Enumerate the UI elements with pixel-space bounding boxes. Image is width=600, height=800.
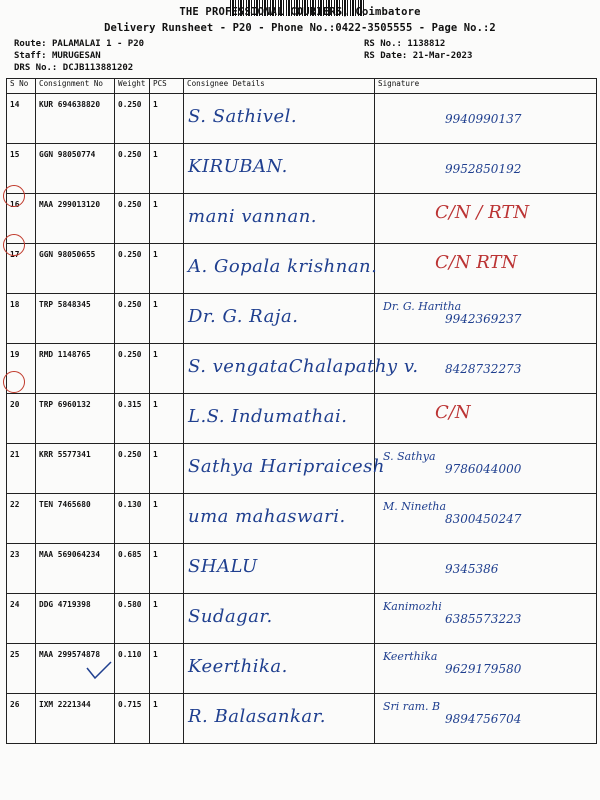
serial-number: 19	[7, 344, 36, 394]
consignment-number: DDG 4719398	[36, 594, 115, 644]
serial-number: 16	[7, 194, 36, 244]
pieces: 1	[150, 694, 184, 744]
serial-number: 20	[7, 394, 36, 444]
table-row	[7, 344, 597, 394]
runsheet-table	[6, 78, 597, 744]
pieces: 1	[150, 594, 184, 644]
consignee-details	[184, 544, 375, 594]
pieces: 1	[150, 444, 184, 494]
signature-cell	[375, 594, 597, 644]
consignment-number: MAA 299574878	[36, 644, 115, 694]
circle-mark-16	[3, 185, 25, 207]
weight: 0.130	[115, 494, 150, 544]
consignee-name: A. Gopala krishnan.	[188, 256, 378, 277]
delivery-status: C/N / RTN	[435, 202, 530, 223]
receiver-phone: 9894756704	[445, 712, 522, 726]
signature-cell	[375, 294, 597, 344]
weight: 0.250	[115, 344, 150, 394]
serial-number: 21	[7, 444, 36, 494]
consignee-name: Dr. G. Raja.	[188, 306, 299, 327]
col-sno: S No	[7, 79, 36, 94]
signature-cell	[375, 244, 597, 294]
consignment-number: MAA 299013120	[36, 194, 115, 244]
receiver-phone: 9952850192	[445, 162, 522, 176]
consignment-number: GGN 98050774	[36, 144, 115, 194]
consignment-number: KRR 5577341	[36, 444, 115, 494]
col-signature: Signature	[375, 79, 597, 94]
pieces: 1	[150, 294, 184, 344]
sheet-subtitle: Delivery Runsheet - P20 - Phone No.:0422-3505555 - Page No.:2	[104, 22, 496, 34]
signature-cell	[375, 544, 597, 594]
serial-number: 25	[7, 644, 36, 694]
consignee-details	[184, 194, 375, 244]
drs-label: DRS No.:	[14, 63, 58, 73]
receiver-phone: 6385573223	[445, 612, 522, 626]
rs-date-value: 21-Mar-2023	[412, 51, 473, 61]
serial-number: 22	[7, 494, 36, 544]
serial-number: 15	[7, 144, 36, 194]
serial-number: 26	[7, 694, 36, 744]
signature-cell	[375, 194, 597, 244]
consignee-name: S. vengataChalapathy v.	[188, 356, 419, 377]
pieces: 1	[150, 494, 184, 544]
consignee-details	[184, 294, 375, 344]
weight: 0.250	[115, 144, 150, 194]
consignee-details	[184, 694, 375, 744]
consignee-details	[184, 594, 375, 644]
signature-cell	[375, 494, 597, 544]
staff-label: Staff:	[14, 51, 47, 61]
consignment-number: MAA 569064234	[36, 544, 115, 594]
consignee-details	[184, 144, 375, 194]
pieces: 1	[150, 94, 184, 144]
receiver-phone: 9345386	[445, 562, 499, 576]
weight: 0.715	[115, 694, 150, 744]
pieces: 1	[150, 344, 184, 394]
consignee-name: S. Sathivel.	[188, 106, 298, 127]
table-row	[7, 294, 597, 344]
receiver-name: Keerthika	[383, 650, 438, 663]
receiver-name: Sri ram. B	[383, 700, 441, 713]
weight: 0.250	[115, 244, 150, 294]
consignee-name: R. Balasankar.	[188, 706, 326, 727]
rs-no-value: 1138812	[407, 39, 446, 49]
signature-cell	[375, 94, 597, 144]
consignment-number: TRP 5848345	[36, 294, 115, 344]
delivery-status: C/N RTN	[435, 252, 518, 273]
consignee-details	[184, 94, 375, 144]
meta-left	[14, 38, 144, 74]
consignment-number: IXM 2221344	[36, 694, 115, 744]
receiver-phone: 9942369237	[445, 312, 522, 326]
consignee-name: Keerthika.	[188, 656, 288, 677]
col-weight: Weight	[115, 79, 150, 94]
col-consignee: Consignee Details	[184, 79, 375, 94]
weight: 0.580	[115, 594, 150, 644]
circle-mark-20	[3, 371, 25, 393]
weight: 0.315	[115, 394, 150, 444]
weight: 0.685	[115, 544, 150, 594]
consignment-number: GGN 98050655	[36, 244, 115, 294]
signature-cell	[375, 394, 597, 444]
consignee-name: uma mahaswari.	[188, 506, 346, 527]
signature-cell	[375, 144, 597, 194]
table-row	[7, 444, 597, 494]
consignee-name: Sathya Haripraicesh	[188, 456, 385, 477]
pieces: 1	[150, 144, 184, 194]
route-label: Route:	[14, 39, 47, 49]
pieces: 1	[150, 244, 184, 294]
col-pcs: PCS	[150, 79, 184, 94]
signature-cell	[375, 644, 597, 694]
consignee-name: Sudagar.	[188, 606, 273, 627]
signature-cell	[375, 694, 597, 744]
circle-mark-17	[3, 234, 25, 256]
rs-no-label: RS No.:	[364, 39, 402, 49]
serial-number: 17	[7, 244, 36, 294]
meta-right	[364, 38, 472, 62]
consignment-number: TRP 6960132	[36, 394, 115, 444]
pieces: 1	[150, 544, 184, 594]
consignment-number: KUR 694638820	[36, 94, 115, 144]
receiver-phone: 8428732273	[445, 362, 522, 376]
staff-value: MURUGESAN	[51, 51, 101, 61]
drs-value: DCJB113881202	[62, 63, 134, 73]
table-row	[7, 594, 597, 644]
signature-cell	[375, 444, 597, 494]
serial-number: 14	[7, 94, 36, 144]
table-header	[7, 79, 597, 94]
receiver-name: Dr. G. Haritha	[383, 300, 462, 313]
serial-number: 24	[7, 594, 36, 644]
consignee-details	[184, 344, 419, 394]
table-row	[7, 694, 597, 744]
consignment-number: TEN 7465680	[36, 494, 115, 544]
weight: 0.250	[115, 444, 150, 494]
pieces: 1	[150, 194, 184, 244]
receiver-name: S. Sathya	[383, 450, 436, 463]
consignee-name: mani vannan.	[188, 206, 318, 227]
delivery-status: C/N	[435, 402, 471, 423]
table-row	[7, 544, 597, 594]
consignee-details	[184, 394, 375, 444]
receiver-phone: 8300450247	[445, 512, 522, 526]
weight: 0.250	[115, 94, 150, 144]
pieces: 1	[150, 394, 184, 444]
receiver-phone: 9629179580	[445, 662, 522, 676]
table-row	[7, 244, 597, 294]
route-value: PALAMALAI 1 - P20	[51, 39, 145, 49]
consignee-details	[184, 644, 375, 694]
rs-date-label: RS Date:	[364, 51, 408, 61]
consignee-name: KIRUBAN.	[188, 156, 288, 177]
weight: 0.250	[115, 194, 150, 244]
consignee-details	[184, 444, 385, 494]
receiver-phone: 9940990137	[445, 112, 522, 126]
consignee-details	[184, 244, 378, 294]
receiver-name: M. Ninetha	[383, 500, 447, 513]
check-mark-icon	[85, 660, 113, 680]
receiver-name: Kanimozhi	[383, 600, 442, 613]
weight: 0.110	[115, 644, 150, 694]
consignee-name: SHALU	[188, 556, 258, 577]
table-row	[7, 394, 597, 444]
weight: 0.250	[115, 294, 150, 344]
col-consignment: Consignment No	[36, 79, 115, 94]
signature-cell	[375, 344, 597, 394]
consignee-name: L.S. Indumathai.	[188, 406, 348, 427]
consignment-number: RMD 1148765	[36, 344, 115, 394]
table-row	[7, 194, 597, 244]
pieces: 1	[150, 644, 184, 694]
consignee-details	[184, 494, 375, 544]
table-row	[7, 94, 597, 144]
sheet-title: THE PROFESSIONAL COURIERS, Coimbatore	[179, 6, 421, 18]
serial-number: 18	[7, 294, 36, 344]
receiver-phone: 9786044000	[445, 462, 522, 476]
table-row	[7, 494, 597, 544]
serial-number: 23	[7, 544, 36, 594]
table-row	[7, 144, 597, 194]
